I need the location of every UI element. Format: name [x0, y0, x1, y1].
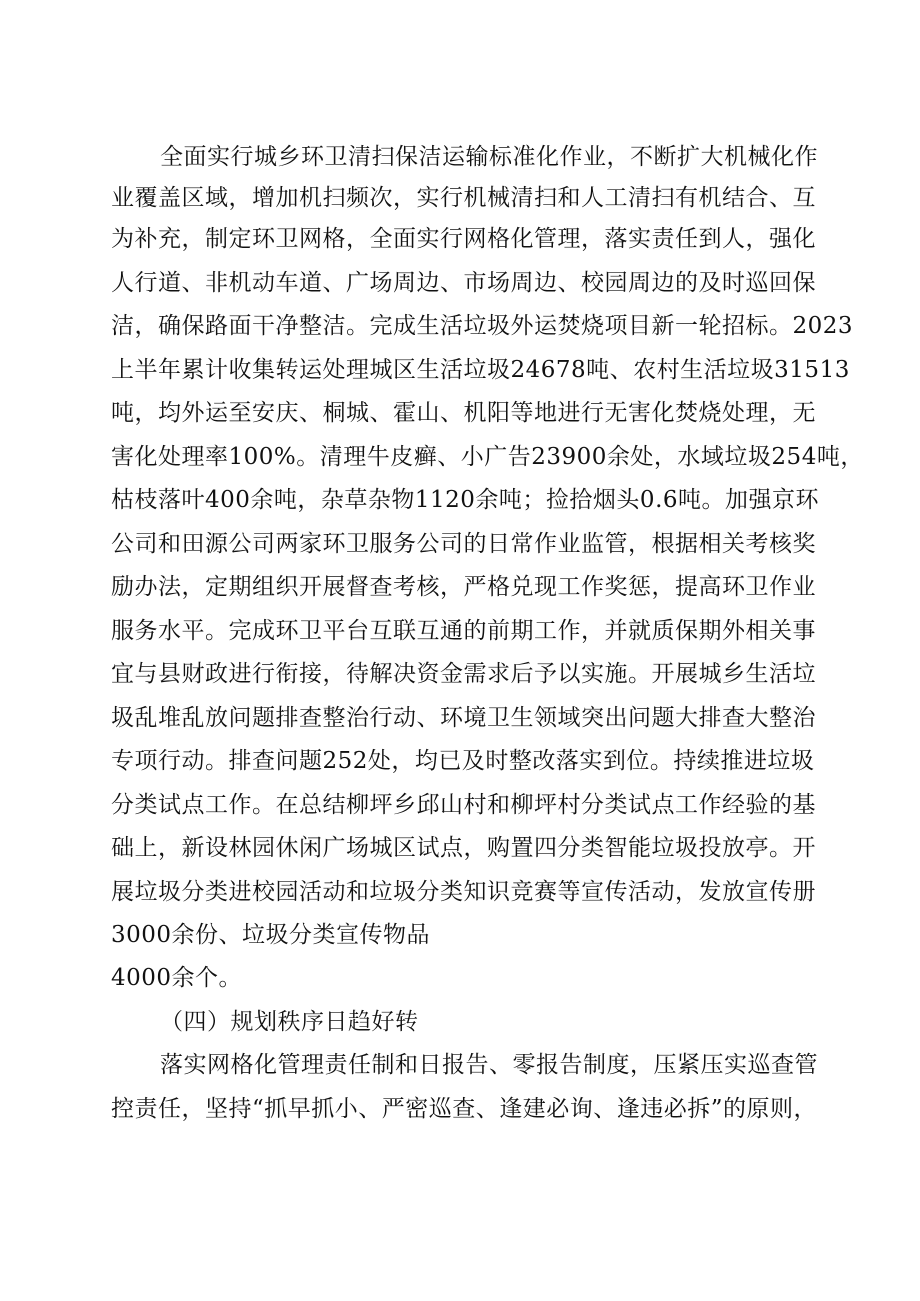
paragraph-line: 分类试点工作。在总结柳坪乡邱山村和柳坪村分类试点工作经验的基 [111, 792, 816, 818]
paragraph-line: 业覆盖区域，增加机扫频次，实行机械清扫和人工清扫有机结合、互 [111, 185, 816, 211]
paragraph-line: 落实网格化管理责任制和日报告、零报告制度，压紧压实巡查管 [160, 1052, 818, 1078]
paragraph-line: 洁，确保路面干净整洁。完成生活垃圾外运焚烧项目新一轮招标。2023 [111, 313, 854, 339]
paragraph-line: 人行道、非机动车道、广场周边、市场周边、校园周边的及时巡回保 [111, 270, 816, 296]
paragraph-line: 害化处理率100%。清理牛皮癣、小广告23900余处，水域垃圾254吨， [111, 444, 864, 470]
paragraph-line: 圾乱堆乱放问题排查整治行动、环境卫生领域突出问题大排查大整治 [111, 705, 816, 731]
paragraph-line: 3000余份、垃圾分类宣传物品 [111, 922, 431, 948]
section-heading: （四）规划秩序日趋好转 [160, 1009, 419, 1035]
paragraph-line: 专项行动。排查问题252处，均已及时整改落实到位。持续推进垃圾 [111, 748, 815, 774]
paragraph-line: 励办法，定期组织开展督查考核，严格兑现工作奖惩，提高环卫作业 [111, 574, 816, 600]
paragraph-line: 全面实行城乡环卫清扫保洁运输标准化作业，不断扩大机械化作 [160, 144, 818, 170]
paragraph-line: 吨，均外运至安庆、桐城、霍山、机阳等地进行无害化焚烧处理，无 [111, 400, 816, 426]
paragraph-line: 宜与县财政进行衔接，待解决资金需求后予以实施。开展城乡生活垃 [111, 661, 816, 687]
paragraph-line: 4000余个。 [111, 965, 243, 991]
paragraph-line: 展垃圾分类进校园活动和垃圾分类知识竞赛等宣传活动，发放宣传册 [111, 879, 816, 905]
paragraph-line: 公司和田源公司两家环卫服务公司的日常作业监管，根据相关考核奖 [111, 531, 816, 557]
paragraph-line: 础上，新设林园休闲广场城区试点，购置四分类智能垃圾投放亭。开 [111, 835, 816, 861]
paragraph-line: 枯枝落叶400余吨，杂草杂物1120余吨；捡拾烟头0.6吨。加强京环 [111, 487, 820, 513]
paragraph-line: 上半年累计收集转运处理城区生活垃圾24678吨、农村生活垃圾31513 [111, 357, 850, 383]
paragraph-line: 为补充，制定环卫网格，全面实行网格化管理，落实责任到人，强化 [111, 226, 816, 252]
paragraph-line: 服务水平。完成环卫平台互联互通的前期工作，并就质保期外相关事 [111, 618, 816, 644]
paragraph-line: 控责任，坚持“抓早抓小、严密巡查、逢建必询、逢违必拆”的原则， [111, 1096, 818, 1122]
